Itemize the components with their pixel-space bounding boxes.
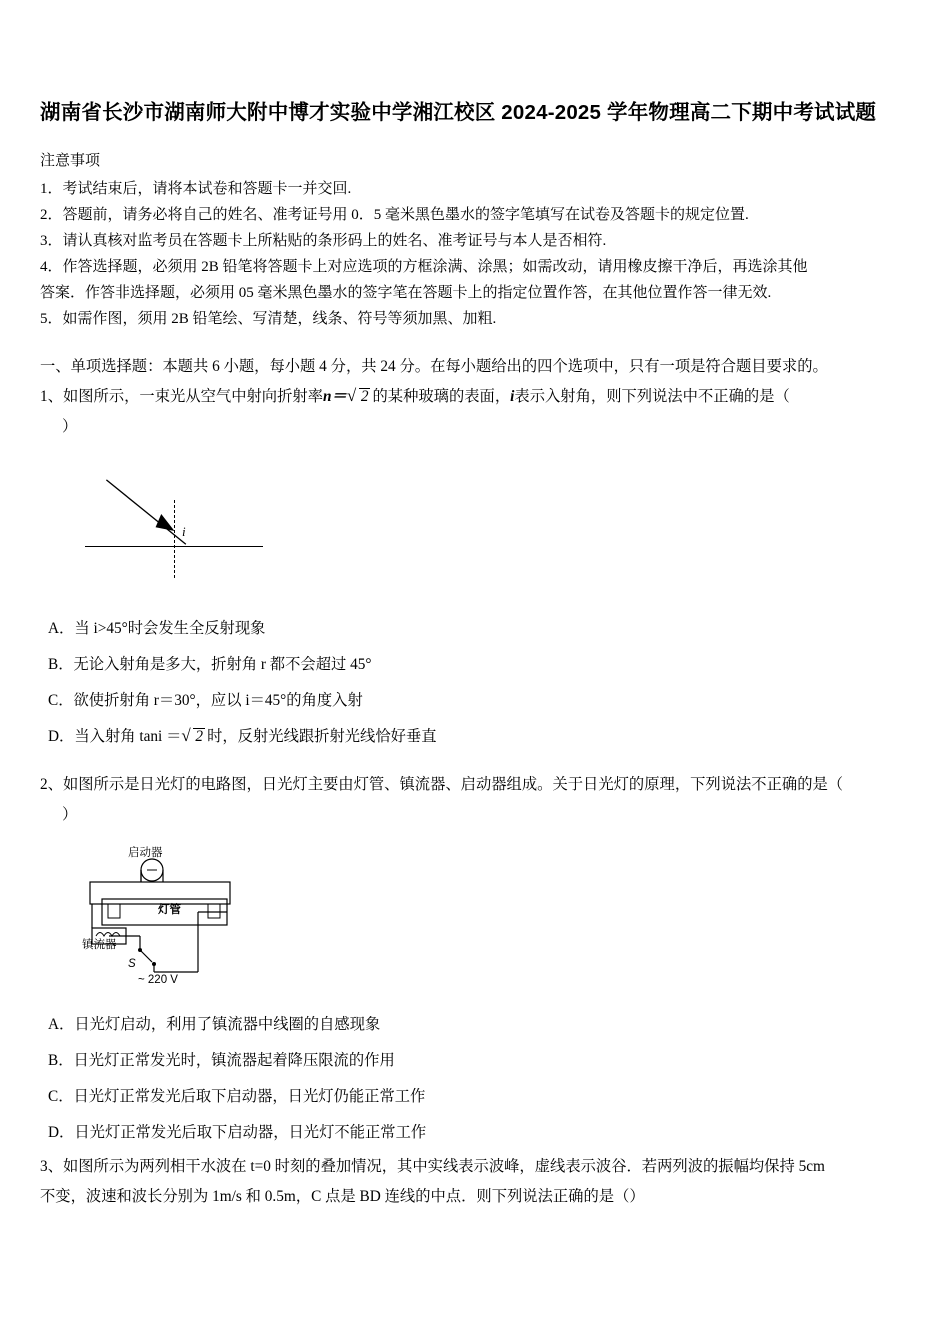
question-3-line-2: 不变，波速和波长分别为 1m/s 和 0.5m，C 点是 BD 连线的中点．则下列说法正确的是（） [40, 1188, 645, 1205]
q1-sqrt: √ 2 [347, 382, 373, 412]
notice-item: 3．请认真核对监考员在答题卡上所粘贴的条形码上的姓名、准考证号与本人是否相符. [40, 233, 607, 249]
notice-item: 1．考试结束后，请将本试卷和答题卡一并交回. [40, 181, 352, 197]
notice-item: 5．如需作图，须用 2B 铅笔绘、写清楚，线条、符号等须加黑、加粗. [40, 311, 497, 327]
tube-label: 灯管 [158, 904, 181, 916]
source-label: ~ 220 V [138, 974, 178, 986]
q2-stem-tail: ） [62, 806, 78, 823]
ballast-label: 镇流器 [82, 939, 117, 951]
notice-heading: 注意事项 [40, 153, 101, 169]
question-3-line-1: 3、如图所示为两列相干水波在 t=0 时刻的叠加情况，其中实线表示波峰，虚线表示波谷．若两列波的振幅均保持 5cm [40, 1158, 825, 1175]
q1-stem-part-a: 1、如图所示，一束光从空气中射向折射率 [40, 388, 323, 405]
page-title: 湖南省长沙市湖南师大附中博才实验中学湘江校区 2024-2025 学年物理高二下期中考试试题 [40, 101, 877, 124]
q1-option-d-tail: 时，反射光线跟折射光线恰好垂直 [207, 728, 437, 745]
switch-label: S [128, 958, 136, 970]
q1-stem-part-c: 表示入射角，则下列说法中不正确的是（ [514, 388, 790, 405]
fluorescent-lamp-circuit-diagram [80, 844, 340, 994]
q1-option-a: A．当 i>45°时会发生全反射现象 [48, 620, 266, 637]
q1-option-c: C．欲使折射角 r＝30°，应以 i＝45°的角度入射 [48, 692, 363, 709]
q2-option-a: A．日光灯启动，利用了镇流器中线圈的自感现象 [48, 1016, 381, 1033]
incident-ray-arrow [104, 478, 192, 548]
angle-i-label: i [182, 524, 186, 539]
notice-item: 答案．作答非选择题，必须用 05 毫米黑色墨水的签字笔在答题卡上的指定位置作答，在其他位置作答一律无效. [40, 285, 772, 301]
refraction-diagram [70, 458, 330, 598]
notice-item: 4．作答选择题，必须用 2B 铅笔将答题卡上对应选项的方框涂满、涂黑；如需改动，请用橡皮擦干净后，再选涂其他 [40, 259, 808, 275]
q2-option-d: D．日光灯正常发光后取下启动器，日光灯不能正常工作 [48, 1124, 427, 1141]
q1-stem-tail: ） [62, 418, 78, 435]
q1-stem-part-b: 的某种玻璃的表面， [372, 388, 511, 405]
q1-option-b: B．无论入射角是多大，折射角 r 都不会超过 45° [48, 656, 372, 673]
q1-option-d-sqrt: √ 2 [181, 720, 207, 754]
q1-n-symbol: n＝ [323, 388, 347, 405]
circuit-svg [80, 844, 300, 992]
q1-option-d-head: D．当入射角 tani ＝ [48, 728, 182, 745]
section-one-heading: 一、单项选择题：本题共 6 小题，每小题 4 分，共 24 分。在每小题给出的四个选项中，只有一项是符合题目要求的。 [40, 358, 828, 375]
q2-option-b: B．日光灯正常发光时，镇流器起着降压限流的作用 [48, 1052, 395, 1069]
notice-item: 2．答题前，请务必将自己的姓名、准考证号用 0．5 毫米黑色墨水的签字笔填写在试卷及答题卡的规定位置. [40, 207, 749, 223]
question-1-stem [40, 382, 910, 412]
q1-i-symbol: i [510, 388, 515, 405]
q1-option-d [40, 720, 910, 754]
question-2-stem: 2、如图所示是日光灯的电路图，日光灯主要由灯管、镇流器、启动器组成。关于日光灯的原理，下列说法不正确的是（ [40, 776, 844, 793]
starter-label: 启动器 [128, 847, 163, 859]
q2-option-c: C．日光灯正常发光后取下启动器，日光灯仍能正常工作 [48, 1088, 426, 1105]
